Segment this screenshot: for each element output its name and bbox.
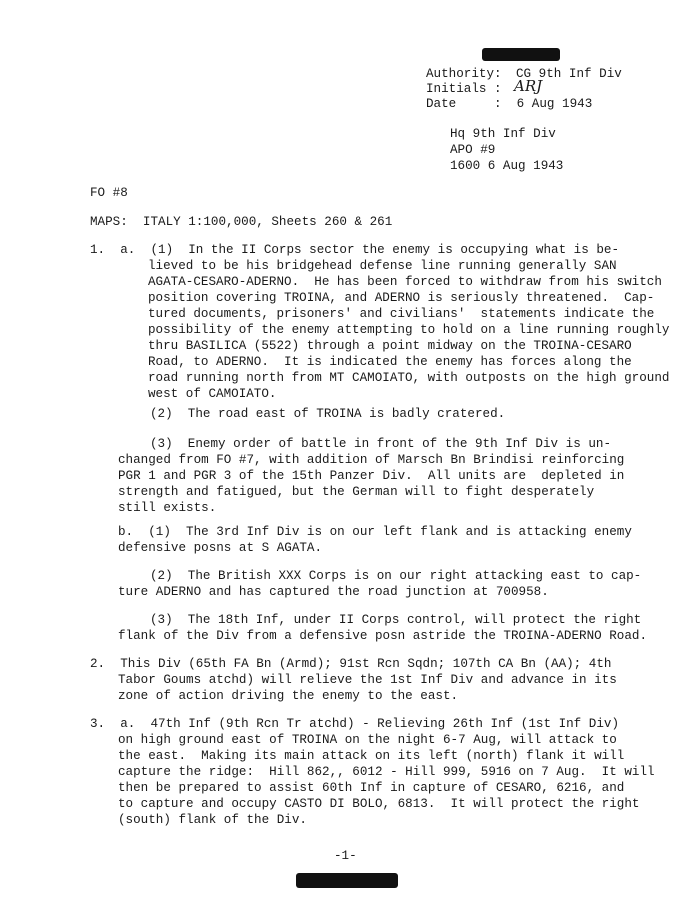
text-line: ture ADERNO and has captured the road junction at 700958. [118,585,549,599]
hq-line-1: Hq 9th Inf Div [450,127,556,141]
authority-value: CG 9th Inf Div [516,67,622,81]
fo-number: FO #8 [90,186,128,200]
text-line: Road, to ADERNO. It is indicated the enemy has forces along the [148,355,632,369]
date-value: : 6 Aug 1943 [494,97,593,111]
text-line: west of CAMOIATO. [148,387,277,401]
initials-label: Initials : [426,82,502,96]
text-line: changed from FO #7, with addition of Marsch Bn Brindisi reinforcing [118,453,625,467]
text-line: (south) flank of the Div. [118,813,307,827]
para-1a-2: (2) The road east of TROINA is badly cratered. [150,407,506,421]
text-line: (3) Enemy order of battle in front of the 9th Inf Div is un- [150,437,612,451]
top-redaction-mark [482,48,560,61]
text-line: b. (1) The 3rd Inf Div is on our left flank and is attacking enemy [118,525,632,539]
text-line: PGR 1 and PGR 3 of the 15th Panzer Div. All units are depleted in [118,469,625,483]
text-line: to capture and occupy CASTO DI BOLO, 6813. It will protect the right [118,797,640,811]
text-line: tured documents, prisoners' and civilians' statements indicate the [148,307,655,321]
text-line: zone of action driving the enemy to the east. [118,689,459,703]
maps-line: MAPS: ITALY 1:100,000, Sheets 260 & 261 [90,215,393,229]
text-line: (2) The British XXX Corps is on our right attacking east to cap- [150,569,642,583]
text-line: on high ground east of TROINA on the night 6-7 Aug, will attack to [118,733,617,747]
hq-line-2: APO #9 [450,143,496,157]
text-line: (3) The 18th Inf, under II Corps control, will protect the right [150,613,642,627]
text-line: possibility of the enemy attempting to hold on a line running roughly [148,323,670,337]
text-line: capture the ridge: Hill 862,, 6012 - Hill 999, 5916 on 7 Aug. It will [118,765,655,779]
text-line: flank of the Div from a defensive posn astride the TROINA-ADERNO Road. [118,629,648,643]
text-line: position covering TROINA, and ADERNO is seriously threatened. Cap- [148,291,655,305]
text-line: 3. a. 47th Inf (9th Rcn Tr atchd) - Relieving 26th Inf (1st Inf Div) [90,717,620,731]
page-number: -1- [334,849,357,863]
text-line: defensive posns at S AGATA. [118,541,323,555]
text-line: lieved to be his bridgehead defense line running generally SAN [148,259,617,273]
bottom-redaction-mark [296,873,398,888]
text-line: the east. Making its main attack on its left (north) flank it will [118,749,625,763]
text-line: strength and fatigued, but the German will to fight desperately [118,485,595,499]
text-line: 2. This Div (65th FA Bn (Armd); 91st Rcn Sqdn; 107th CA Bn (AA); 4th [90,657,612,671]
text-line: AGATA-CESARO-ADERNO. He has been forced to withdraw from his switch [148,275,662,289]
date-label: Date [426,97,457,111]
initials-handwritten: ARJ [514,77,543,95]
text-line: thru BASILICA (5522) through a point midway on the TROINA-CESARO [148,339,632,353]
text-line: road running north from MT CAMOIATO, with outposts on the high ground [148,371,670,385]
text-line: then be prepared to assist 60th Inf in capture of CESARO, 6216, and [118,781,625,795]
authority-label: Authority: [426,67,502,81]
hq-line-3: 1600 6 Aug 1943 [450,159,564,173]
text-line: 1. a. (1) In the II Corps sector the enemy is occupying what is be- [90,243,620,257]
text-line: Tabor Goums atchd) will relieve the 1st Inf Div and advance in its [118,673,617,687]
text-line: still exists. [118,501,217,515]
